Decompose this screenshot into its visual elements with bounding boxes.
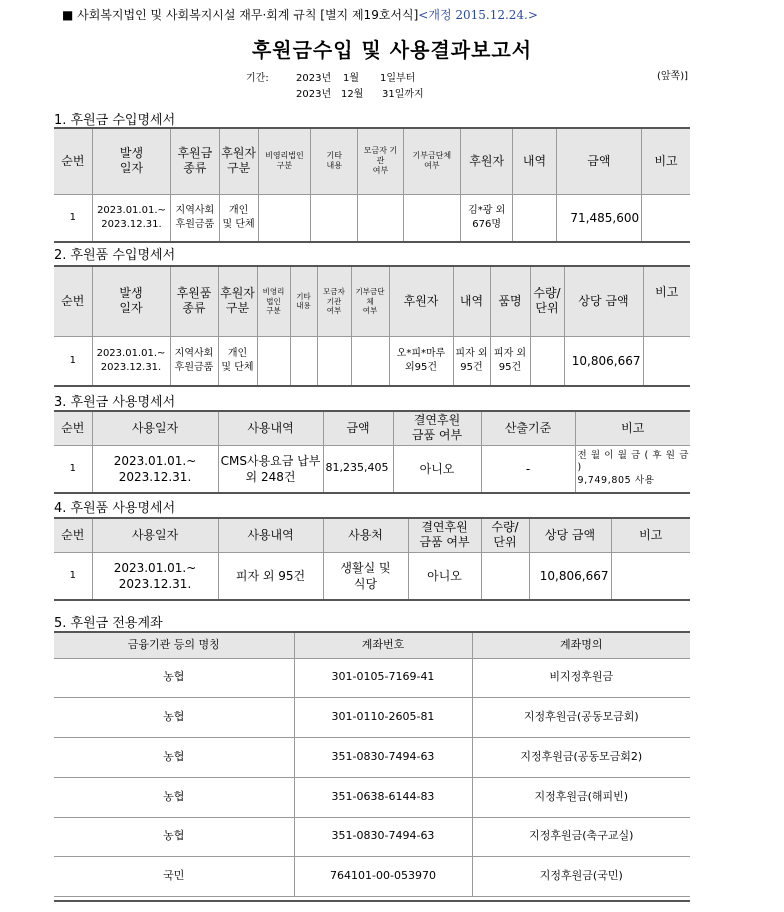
col-header: 금융기관 등의 명칭 bbox=[54, 632, 294, 658]
col-header: 발생 일자 bbox=[92, 128, 170, 194]
col-header: 후원품 종류 bbox=[170, 266, 218, 336]
col-header: 사용내역 bbox=[218, 411, 323, 445]
col-header: 비영리법인 구분 bbox=[258, 128, 310, 194]
period-label: 기간: bbox=[246, 73, 269, 84]
table-header-row bbox=[54, 266, 690, 336]
table-cell: 2023.01.01.~ 2023.12.31. bbox=[92, 194, 170, 242]
bank-name: 농협 bbox=[54, 817, 294, 856]
col-header: 순번 bbox=[54, 128, 92, 194]
table-row bbox=[54, 658, 690, 697]
account-number: 301-0105-7169-41 bbox=[294, 658, 472, 697]
section-1-title: 1. 후원금 수입명세서 bbox=[54, 113, 176, 128]
table-cell: 오*피*마루 외95건 bbox=[389, 336, 453, 386]
table-cell bbox=[530, 336, 564, 386]
col-header: 계좌번호 bbox=[294, 632, 472, 658]
col-header: 품명 bbox=[490, 266, 530, 336]
table-row bbox=[54, 336, 690, 386]
table-row bbox=[54, 737, 690, 777]
table-header-row bbox=[54, 128, 690, 194]
period-to-year: 2023년 bbox=[296, 89, 332, 100]
amount-cell: 10,806,667 bbox=[564, 336, 643, 386]
period-to-day: 31일까지 bbox=[382, 89, 424, 100]
bank-name: 농협 bbox=[54, 658, 294, 697]
table-cell bbox=[611, 552, 690, 600]
col-header: 발생 일자 bbox=[92, 266, 170, 336]
table-cell: 생활실 및 식당 bbox=[323, 552, 408, 600]
account-holder: 비지정후원금 bbox=[472, 658, 690, 697]
period-from-month: 1월 bbox=[343, 73, 360, 84]
col-header: 결연후원 금품 여부 bbox=[408, 518, 481, 552]
period-from-day: 1일부터 bbox=[380, 73, 416, 84]
donation-usage-table bbox=[54, 410, 690, 494]
section-4-title: 4. 후원품 사용명세서 bbox=[54, 501, 176, 516]
account-number: 351-0830-7494-63 bbox=[294, 817, 472, 856]
table-row bbox=[54, 552, 690, 600]
table-header-row bbox=[54, 411, 690, 445]
table-cell: 개인 및 단체 bbox=[218, 336, 257, 386]
col-header: 후원금 종류 bbox=[171, 128, 219, 194]
col-header: 결연후원 금품 여부 bbox=[393, 411, 481, 445]
table-cell bbox=[257, 336, 290, 386]
table-row bbox=[54, 194, 690, 242]
col-header: 사용일자 bbox=[92, 518, 218, 552]
amount-cell: 71,485,600 bbox=[556, 194, 642, 242]
account-holder: 지정후원금(축구교실) bbox=[472, 817, 690, 856]
account-holder: 지정후원금(해피빈) bbox=[472, 777, 690, 817]
table-cell bbox=[642, 194, 690, 242]
table-header-row bbox=[54, 632, 690, 658]
period-to-month: 12월 bbox=[341, 89, 364, 100]
col-header: 내역 bbox=[453, 266, 490, 336]
table-row bbox=[54, 817, 690, 856]
col-header: 금액 bbox=[556, 128, 642, 194]
goods-income-table bbox=[54, 265, 690, 387]
col-header: 기부금단 체 여부 bbox=[351, 266, 389, 336]
col-header: 사용처 bbox=[323, 518, 408, 552]
table-cell: 2023.01.01.~ 2023.12.31. bbox=[92, 552, 218, 600]
col-header: 계좌명의 bbox=[472, 632, 690, 658]
col-header: 모금자 기 관 여부 bbox=[358, 128, 403, 194]
account-number: 351-0638-6144-83 bbox=[294, 777, 472, 817]
table-cell: 개인 및 단체 bbox=[219, 194, 258, 242]
table-row bbox=[54, 856, 690, 896]
account-number: 764101-00-053970 bbox=[294, 856, 472, 896]
col-header: 순번 bbox=[54, 518, 92, 552]
table-cell: 1 bbox=[54, 552, 92, 600]
table-cell: 아니오 bbox=[408, 552, 481, 600]
col-header: 기타 내용 bbox=[290, 266, 317, 336]
col-header: 비고 bbox=[642, 128, 690, 194]
table-cell: 아니오 bbox=[393, 445, 481, 493]
col-header: 후원자 구분 bbox=[219, 128, 258, 194]
table-cell: 피자 외 95건 bbox=[490, 336, 530, 386]
table-row bbox=[54, 697, 690, 737]
page-side-note: (앞쪽)] bbox=[656, 71, 688, 82]
bank-name: 농협 bbox=[54, 777, 294, 817]
section-3-title: 3. 후원금 사용명세서 bbox=[54, 395, 176, 410]
account-holder: 지정후원금(국민) bbox=[472, 856, 690, 896]
table-cell: 1 bbox=[54, 336, 92, 386]
section-5-title: 5. 후원금 전용계좌 bbox=[54, 616, 163, 631]
table-cell: 2023.01.01.~ 2023.12.31. bbox=[92, 336, 170, 386]
table-cell: 지역사회 후원금품 bbox=[171, 194, 219, 242]
remarks-cell: 전 월 이 월 금 ( 후 원 금 ) 9,749,805 사용 bbox=[575, 445, 690, 493]
col-header: 후원자 구분 bbox=[218, 266, 257, 336]
col-header: 후원자 bbox=[461, 128, 513, 194]
col-header: 상당 금액 bbox=[564, 266, 643, 336]
revision-date: <개정 2015.12.24.> bbox=[418, 8, 538, 22]
table-cell bbox=[258, 194, 310, 242]
col-header: 수량/ 단위 bbox=[530, 266, 564, 336]
goods-usage-table bbox=[54, 517, 690, 601]
table-cell: 김*광 외 676명 bbox=[461, 194, 513, 242]
account-number: 351-0830-7494-63 bbox=[294, 737, 472, 777]
page-title: 후원금수입 및 사용결과보고서 bbox=[251, 38, 533, 62]
table-cell bbox=[513, 194, 556, 242]
table-cell: 1 bbox=[54, 445, 92, 493]
table-cell: 피자 외 95건 bbox=[218, 552, 323, 600]
table-cell bbox=[481, 552, 529, 600]
col-header: 사용내역 bbox=[218, 518, 323, 552]
col-header: 산출기준 bbox=[481, 411, 575, 445]
regulation-text: ■ 사회복지법인 및 사회복지시설 재무·회계 규칙 [별지 제19호서식] bbox=[62, 8, 419, 22]
table-cell bbox=[290, 336, 317, 386]
account-number: 301-0110-2605-81 bbox=[294, 697, 472, 737]
table-cell: - bbox=[481, 445, 575, 493]
col-header: 수량/ 단위 bbox=[481, 518, 529, 552]
col-header: 비고 bbox=[575, 411, 690, 445]
accounts-table bbox=[54, 631, 690, 897]
col-header: 비고 bbox=[643, 266, 690, 336]
period-from-year: 2023년 bbox=[296, 73, 332, 84]
table-cell: 피자 외 95건 bbox=[453, 336, 490, 386]
col-header: 기타 내용 bbox=[311, 128, 358, 194]
table-cell: 지역사회 후원금품 bbox=[170, 336, 218, 386]
table-row bbox=[54, 777, 690, 817]
donation-income-table bbox=[54, 127, 690, 243]
col-header: 상당 금액 bbox=[529, 518, 611, 552]
col-header: 순번 bbox=[54, 411, 92, 445]
bank-name: 농협 bbox=[54, 737, 294, 777]
col-header: 내역 bbox=[513, 128, 556, 194]
table-cell bbox=[643, 336, 690, 386]
table-cell bbox=[403, 194, 460, 242]
col-header: 비영리 법인 구분 bbox=[257, 266, 290, 336]
col-header: 사용일자 bbox=[92, 411, 218, 445]
col-header: 후원자 bbox=[389, 266, 453, 336]
table-header-row bbox=[54, 518, 690, 552]
table-cell bbox=[311, 194, 358, 242]
account-holder: 지정후원금(공동모금회) bbox=[472, 697, 690, 737]
amount-cell: 10,806,667 bbox=[529, 552, 611, 600]
table-cell bbox=[358, 194, 403, 242]
col-header: 기부금단체 여부 bbox=[403, 128, 460, 194]
amount-cell: 81,235,405 bbox=[323, 445, 393, 493]
col-header: 비고 bbox=[611, 518, 690, 552]
col-header: 금액 bbox=[323, 411, 393, 445]
col-header: 순번 bbox=[54, 266, 92, 336]
account-holder: 지정후원금(공동모금회2) bbox=[472, 737, 690, 777]
table-cell: 1 bbox=[54, 194, 92, 242]
bottom-rule bbox=[54, 900, 690, 902]
section-2-title: 2. 후원품 수입명세서 bbox=[54, 248, 176, 263]
table-cell: CMS사용요금 납부 외 248건 bbox=[218, 445, 323, 493]
bank-name: 국민 bbox=[54, 856, 294, 896]
col-header: 모금자 기관 여부 bbox=[317, 266, 351, 336]
table-cell: 2023.01.01.~ 2023.12.31. bbox=[92, 445, 218, 493]
bank-name: 농협 bbox=[54, 697, 294, 737]
table-cell bbox=[351, 336, 389, 386]
table-cell bbox=[317, 336, 351, 386]
table-row bbox=[54, 445, 690, 493]
regulation-header bbox=[62, 6, 538, 23]
